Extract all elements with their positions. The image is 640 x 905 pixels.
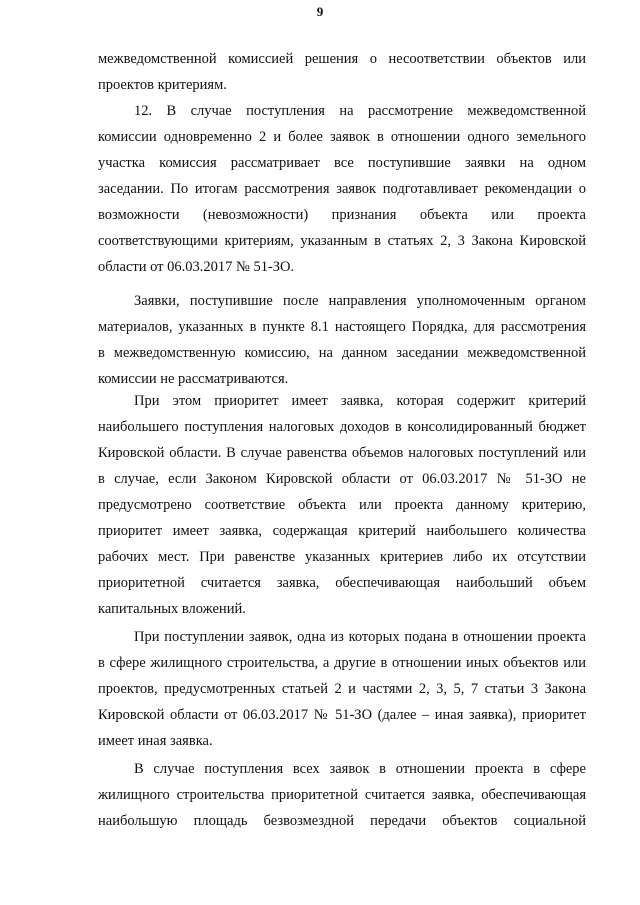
text-line: 12. В случае поступления на рассмотрение межведомственной [134, 103, 586, 119]
text-line: межведомственной комиссией решения о несоответствии объектов или [98, 51, 586, 67]
text-line: участка комиссия рассматривает все поступившие заявки на одном [98, 155, 586, 171]
text-line: капитальных вложений. [98, 601, 246, 617]
paragraph-continuation [98, 46, 586, 98]
text-line: в межведомственную комиссию, на данном заседании межведомственной [98, 345, 586, 361]
text-line: Кировской области от 06.03.2017 № 51-ЗО (далее – иная заявка), приоритет [98, 707, 586, 723]
text-line: жилищного строительства приоритетной считается заявка, обеспечивающая [98, 787, 586, 803]
text-line: При этом приоритет имеет заявка, которая содержит критерий [134, 393, 586, 409]
page-number: 9 [316, 4, 324, 19]
text-line: комиссии одновременно 2 и более заявок в отношении одного земельного [98, 129, 586, 145]
paragraph-late-applications [98, 288, 586, 392]
text-line: приоритетной считается заявка, обеспечивающая наибольший объем [98, 575, 586, 591]
text-line: наибольшую площадь безвозмездной передачи объектов социальной [98, 813, 586, 829]
paragraph-priority [98, 388, 586, 622]
text-line: проектов критериям. [98, 77, 227, 93]
text-line: заседании. По итогам рассмотрения заявок подготавливает рекомендации о [98, 181, 586, 197]
text-line: в случае, если Законом Кировской области от 06.03.2017 № 51-ЗО не [98, 471, 586, 487]
text-line: приоритет имеет заявка, содержащая критерий наибольшего количества [98, 523, 586, 539]
text-line: При поступлении заявок, одна из которых подана в отношении проекта [134, 629, 586, 645]
text-line: проектов, предусмотренных статьей 2 и частями 2, 3, 5, 7 статьи 3 Закона [98, 681, 586, 697]
paragraph-all-housing [98, 756, 586, 834]
text-line: Кировской области. В случае равенства объемов налоговых поступлений или [98, 445, 586, 461]
text-line: возможности (невозможности) признания объекта или проекта [98, 207, 586, 223]
text-line: в сфере жилищного строительства, а другие в отношении иных объектов или [98, 655, 586, 671]
paragraph-item-12 [98, 98, 586, 280]
text-line: материалов, указанных в пункте 8.1 настоящего Порядка, для рассмотрения [98, 319, 586, 335]
text-line: рабочих мест. При равенстве указанных критериев либо их отсутствии [98, 549, 586, 565]
text-line: В случае поступления всех заявок в отношении проекта в сфере [134, 761, 586, 777]
text-line: соответствующими критериям, указанным в статьях 2, 3 Закона Кировской [98, 233, 586, 249]
text-line: области от 06.03.2017 № 51-ЗО. [98, 259, 295, 275]
text-line: Заявки, поступившие после направления уполномоченным органом [134, 293, 586, 309]
text-line: предусмотрено соответствие объекта или проекта данному критерию, [98, 497, 586, 513]
text-line: комиссии не рассматриваются. [98, 371, 289, 387]
paragraph-housing-vs-other [98, 624, 586, 754]
text-line: наибольшего поступления налоговых доходов в консолидированный бюджет [98, 419, 586, 435]
text-line: имеет иная заявка. [98, 733, 213, 749]
